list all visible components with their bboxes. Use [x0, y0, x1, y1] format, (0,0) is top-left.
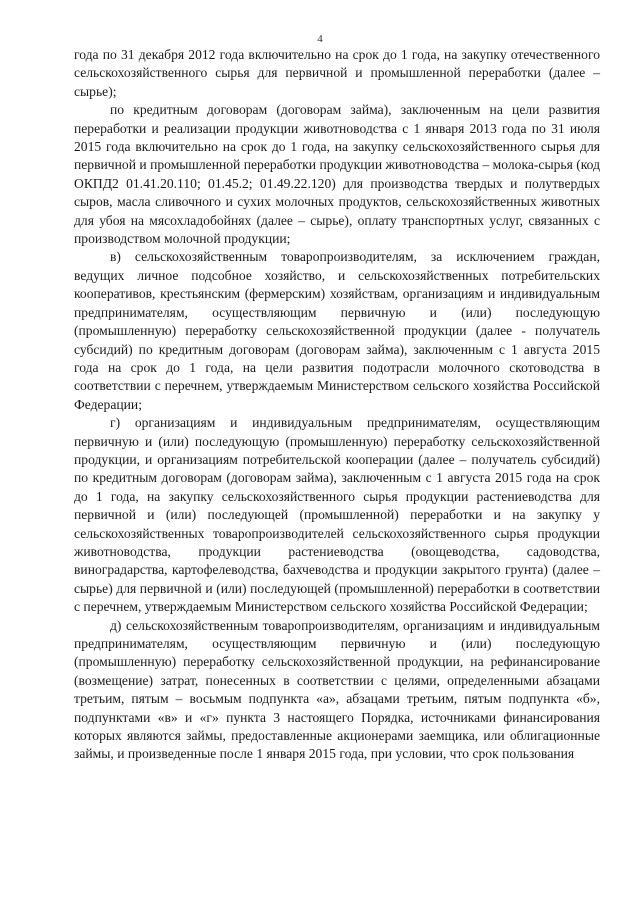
page-number: 4	[317, 33, 323, 45]
paragraph-continuation: года по 31 декабря 2012 года включительно на срок до 1 года, на закупку отечественного сельскохозяйственного сырья для первичной и промышленной переработки (далее – сырье);	[74, 47, 600, 99]
document-body	[74, 46, 600, 764]
paragraph-item-g: г) организациям и индивидуальным предпринимателям, осуществляющим первичную и (или) последующую (промышленную) переработку сельскохозяйственной продукции, и организациям потребительской кооперации (далее – получатель субсидий) по кредитным договорам (договорам займа), заключенным с 1 августа 2015 года на срок до 1 года, на закупку сельскохозяйственного сырья продукции растениеводства для первичной и (или) последующей (промышленной) переработки и на закупку у сельскохозяйственных товаропроизводителей сельскохозяйственного сырья продукции животноводства, продукции растениеводства (овощеводства, садоводства, виноградарства, картофелеводства, бахчеводства и продукции закрытого грунта) (далее – сырье) для первичной и (или) последующей (промышленной) переработки в соответствии с перечнем, утверждаемым Министерством сельского хозяйства Российской Федерации;	[74, 415, 600, 615]
paragraph-item-v: в) сельскохозяйственным товаропроизводителям, за исключением граждан, ведущих личное подсобное хозяйство, и сельскохозяйственных потребительских кооперативов, крестьянским (фермерским) хозяйствам, организациям и индивидуальным предпринимателям, осуществляющим первичную и (или) последующую (промышленную) переработку сельскохозяйственной продукции (далее - получатель субсидий) по кредитным договорам (договорам займа), заключенным с 1 августа 2015 года на срок до 1 года, на цели развития подотрасли молочного скотоводства в соответствии с перечнем, утверждаемым Министерством сельского хозяйства Российской Федерации;	[74, 249, 600, 412]
paragraph-credit-agreements: по кредитным договорам (договорам займа), заключенным на цели развития переработки и реализации продукции животноводства с 1 января 2013 года по 31 июля 2015 года включительно на срок до 1 года, на закупку сельскохозяйственного сырья для первичной и промышленной переработки продукции животноводства – молока-сырья (код ОКПД2 01.41.20.110; 01.45.2; 01.49.22.120) для производства твердых и полутвердых сыров, масла сливочного и сухих молочных продуктов, сельскохозяйственных животных для убоя на мясохладобойнях (далее – сырье), оплату транспортных услуг, связанных с производством молочной продукции;	[74, 102, 600, 247]
paragraph-item-d: д) сельскохозяйственным товаропроизводителям, организациям и индивидуальным предпринимателям, осуществляющим первичную и (или) последующую (промышленную) переработку сельскохозяйственной продукции, на рефинансирование (возмещение) затрат, понесенных в соответствии с целями, определенными абзацами третьим, пятым – восьмым подпункта «а», абзацами третьим, пятым подпункта «б», подпунктами «в» и «г» пункта 3 настоящего Порядка, источниками финансирования которых являются займы, предоставленные акционерами заемщика, или облигационные займы, и произведенные после 1 января 2015 года, при условии, что срок пользования	[74, 617, 600, 762]
